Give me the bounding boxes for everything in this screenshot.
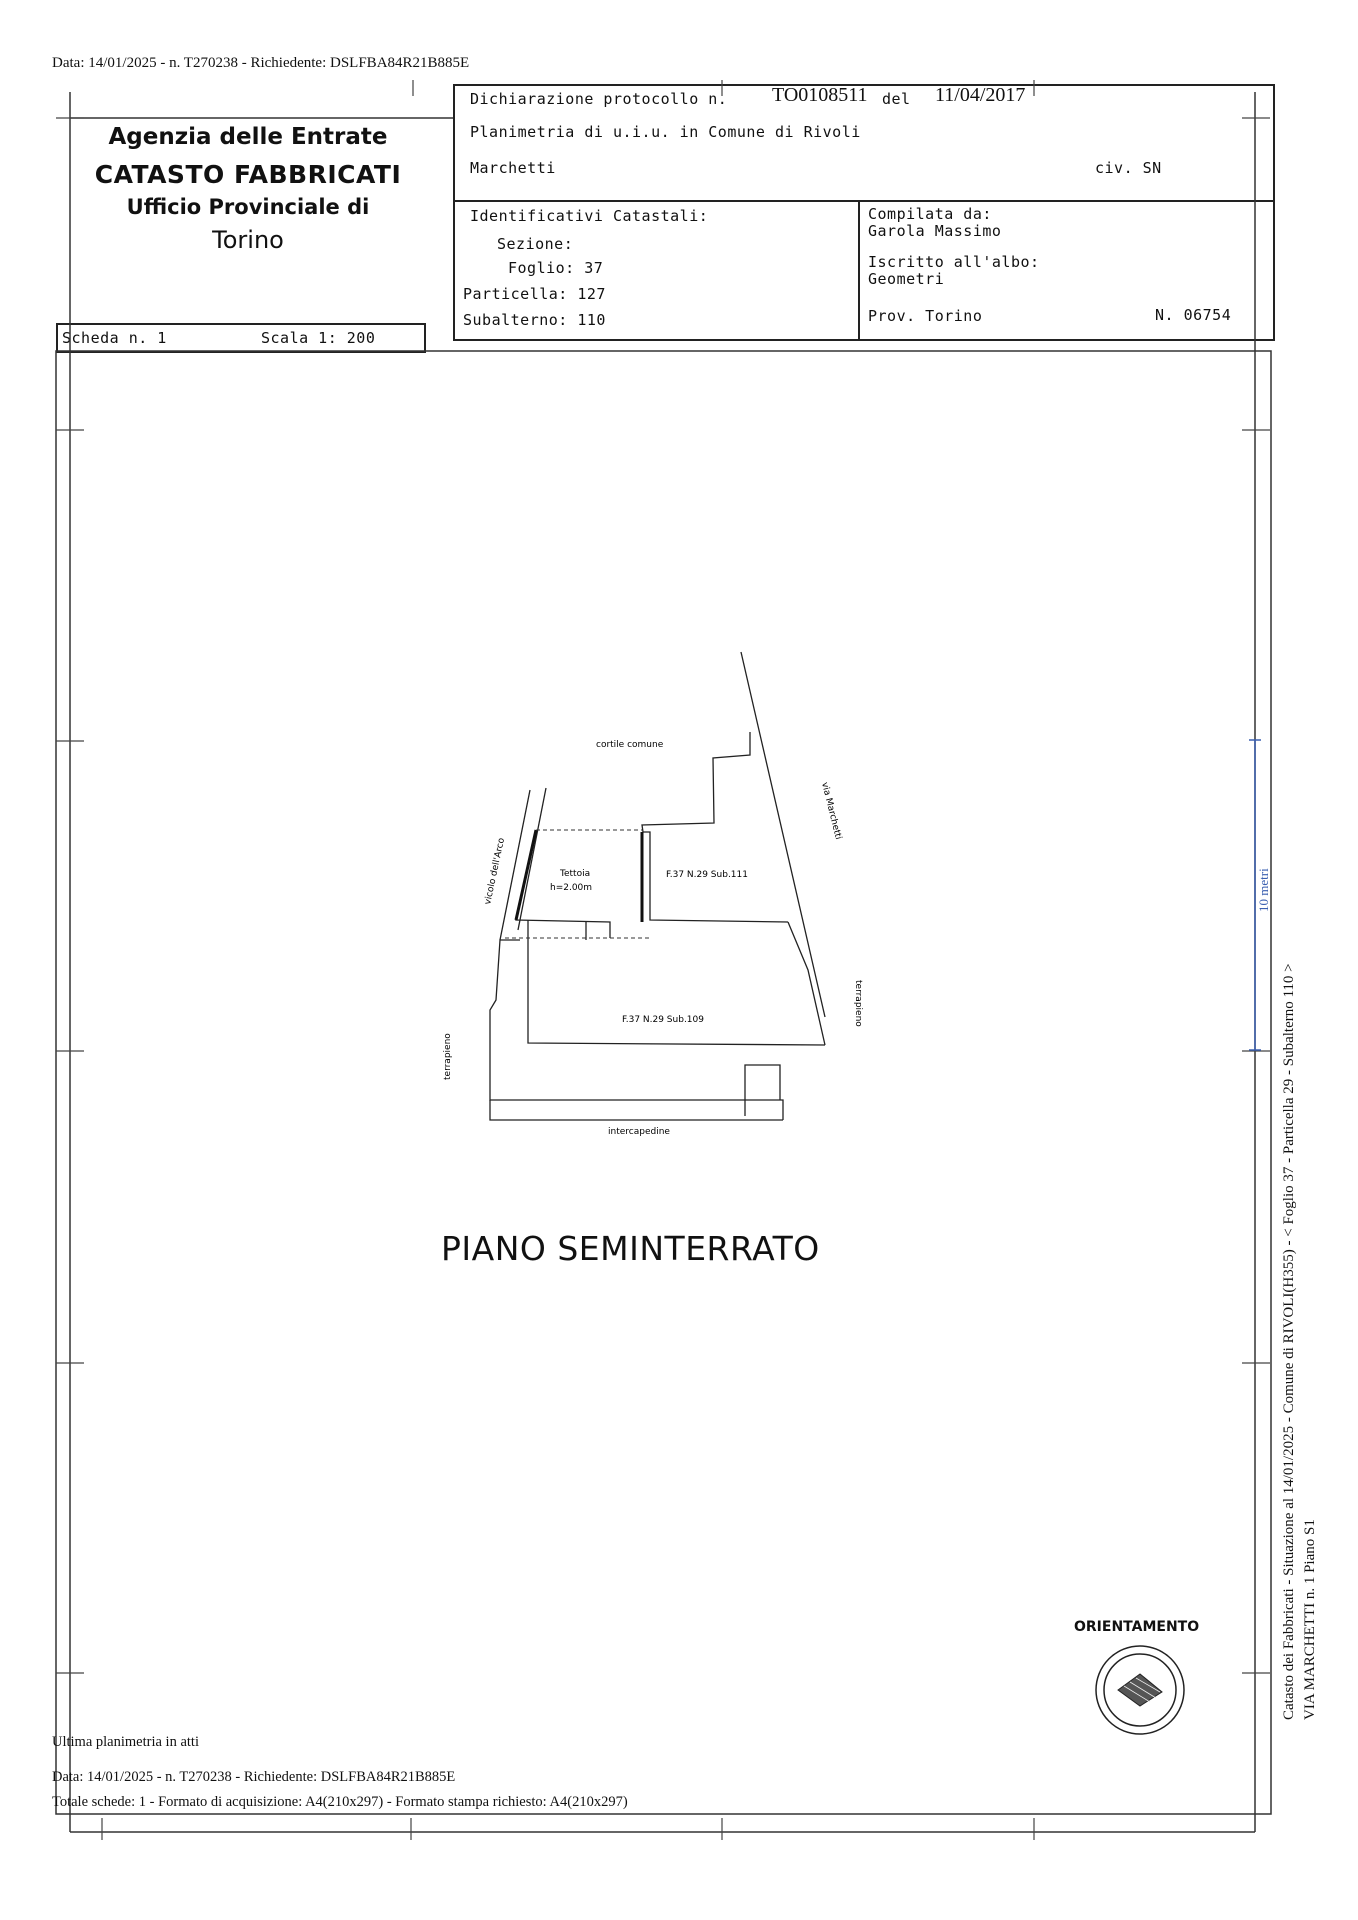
via-marchetti-line	[741, 652, 825, 1017]
albo-number: N. 06754	[1155, 306, 1232, 324]
address-text: VIA MARCHETTI n. 1 Piano S1	[1302, 1519, 1318, 1720]
catasto-title: CATASTO FABBRICATI	[94, 160, 402, 189]
tettoia-height: h=2.00m	[550, 883, 593, 893]
albo-value: Geometri	[868, 270, 945, 288]
agency-name: Agenzia delle Entrate	[108, 124, 388, 150]
sub109-label: F.37 N.29 Sub.109	[622, 1015, 704, 1025]
ufficio-city: Torino	[212, 226, 284, 254]
cortile-label: cortile comune	[596, 740, 664, 750]
north-arrow-icon	[1090, 1640, 1190, 1740]
compilata-name: Garola Massimo	[868, 222, 1002, 240]
street-name: Marchetti	[470, 159, 556, 177]
terrapieno-right-label: terrapieno	[853, 980, 863, 1027]
vicolo-line-2	[518, 788, 546, 930]
via-label: via Marchetti	[819, 781, 844, 841]
request-header: Data: 14/01/2025 - n. T270238 - Richiedente: DSLFBA84R21B885E	[52, 55, 470, 71]
footer-request: Data: 14/01/2025 - n. T270238 - Richiedente: DSLFBA84R21B885E	[52, 1769, 456, 1785]
iscritto-label: Iscritto all'albo:	[868, 253, 1040, 271]
situazione-text: Catasto dei Fabbricati - Situazione al 14/01/2025 - Comune di RIVOLI(H355) - < Foglio 37 - Particella 29 - Subalterno 110 >	[1281, 963, 1297, 1720]
scheda-number: Scheda n. 1	[62, 329, 167, 347]
protocol-number: TO0108511	[772, 84, 868, 106]
floor-title: PIANO SEMINTERRATO	[441, 1229, 820, 1268]
terrapieno-left-label: terrapieno	[443, 1033, 453, 1080]
sub111-label: F.37 N.29 Sub.111	[666, 870, 748, 880]
vicolo-label: vicolo dell'Arco	[483, 837, 508, 906]
tettoia-label: Tettoia	[560, 869, 591, 879]
civic-number: civ. SN	[1095, 159, 1162, 177]
ufficio-label: Ufficio Provinciale di	[126, 195, 370, 219]
intercapedine-bottom	[490, 1100, 783, 1120]
subalterno-field: Subalterno: 110	[463, 311, 606, 329]
ultima-planimetria: Ultima planimetria in atti	[52, 1734, 199, 1750]
outer-left-boundary	[490, 940, 783, 1120]
intercapedine-wall	[745, 1065, 780, 1116]
sezione-field: Sezione:	[497, 235, 574, 253]
protocol-del: del	[882, 90, 911, 108]
intercapedine-label: intercapedine	[608, 1127, 670, 1137]
sub109-right	[788, 922, 825, 1045]
foglio-field: Foglio: 37	[508, 259, 604, 277]
footer-totale: Totale schede: 1 - Formato di acquisizione: A4(210x297) - Formato stampa richiesto: A4(210x297)	[52, 1794, 628, 1810]
sub109-boundary	[528, 920, 825, 1045]
planimetria-description: Planimetria di u.i.u. in Comune di Rivoli	[470, 123, 861, 141]
protocol-date: 11/04/2017	[935, 84, 1026, 106]
compilata-title: Compilata da:	[868, 205, 992, 223]
identificativi-title: Identificativi Catastali:	[470, 207, 709, 225]
protocol-prefix: Dichiarazione protocollo n.	[470, 90, 728, 108]
vicolo-line-1	[500, 790, 530, 940]
orientamento-label: ORIENTAMENTO	[1074, 1619, 1200, 1635]
scale-stamp: 10 metri	[1256, 868, 1271, 912]
scale-label: Scala 1: 200	[261, 329, 376, 347]
particella-field: Particella: 127	[463, 285, 606, 303]
provincia-field: Prov. Torino	[868, 307, 983, 325]
floor-plan	[430, 640, 870, 1160]
